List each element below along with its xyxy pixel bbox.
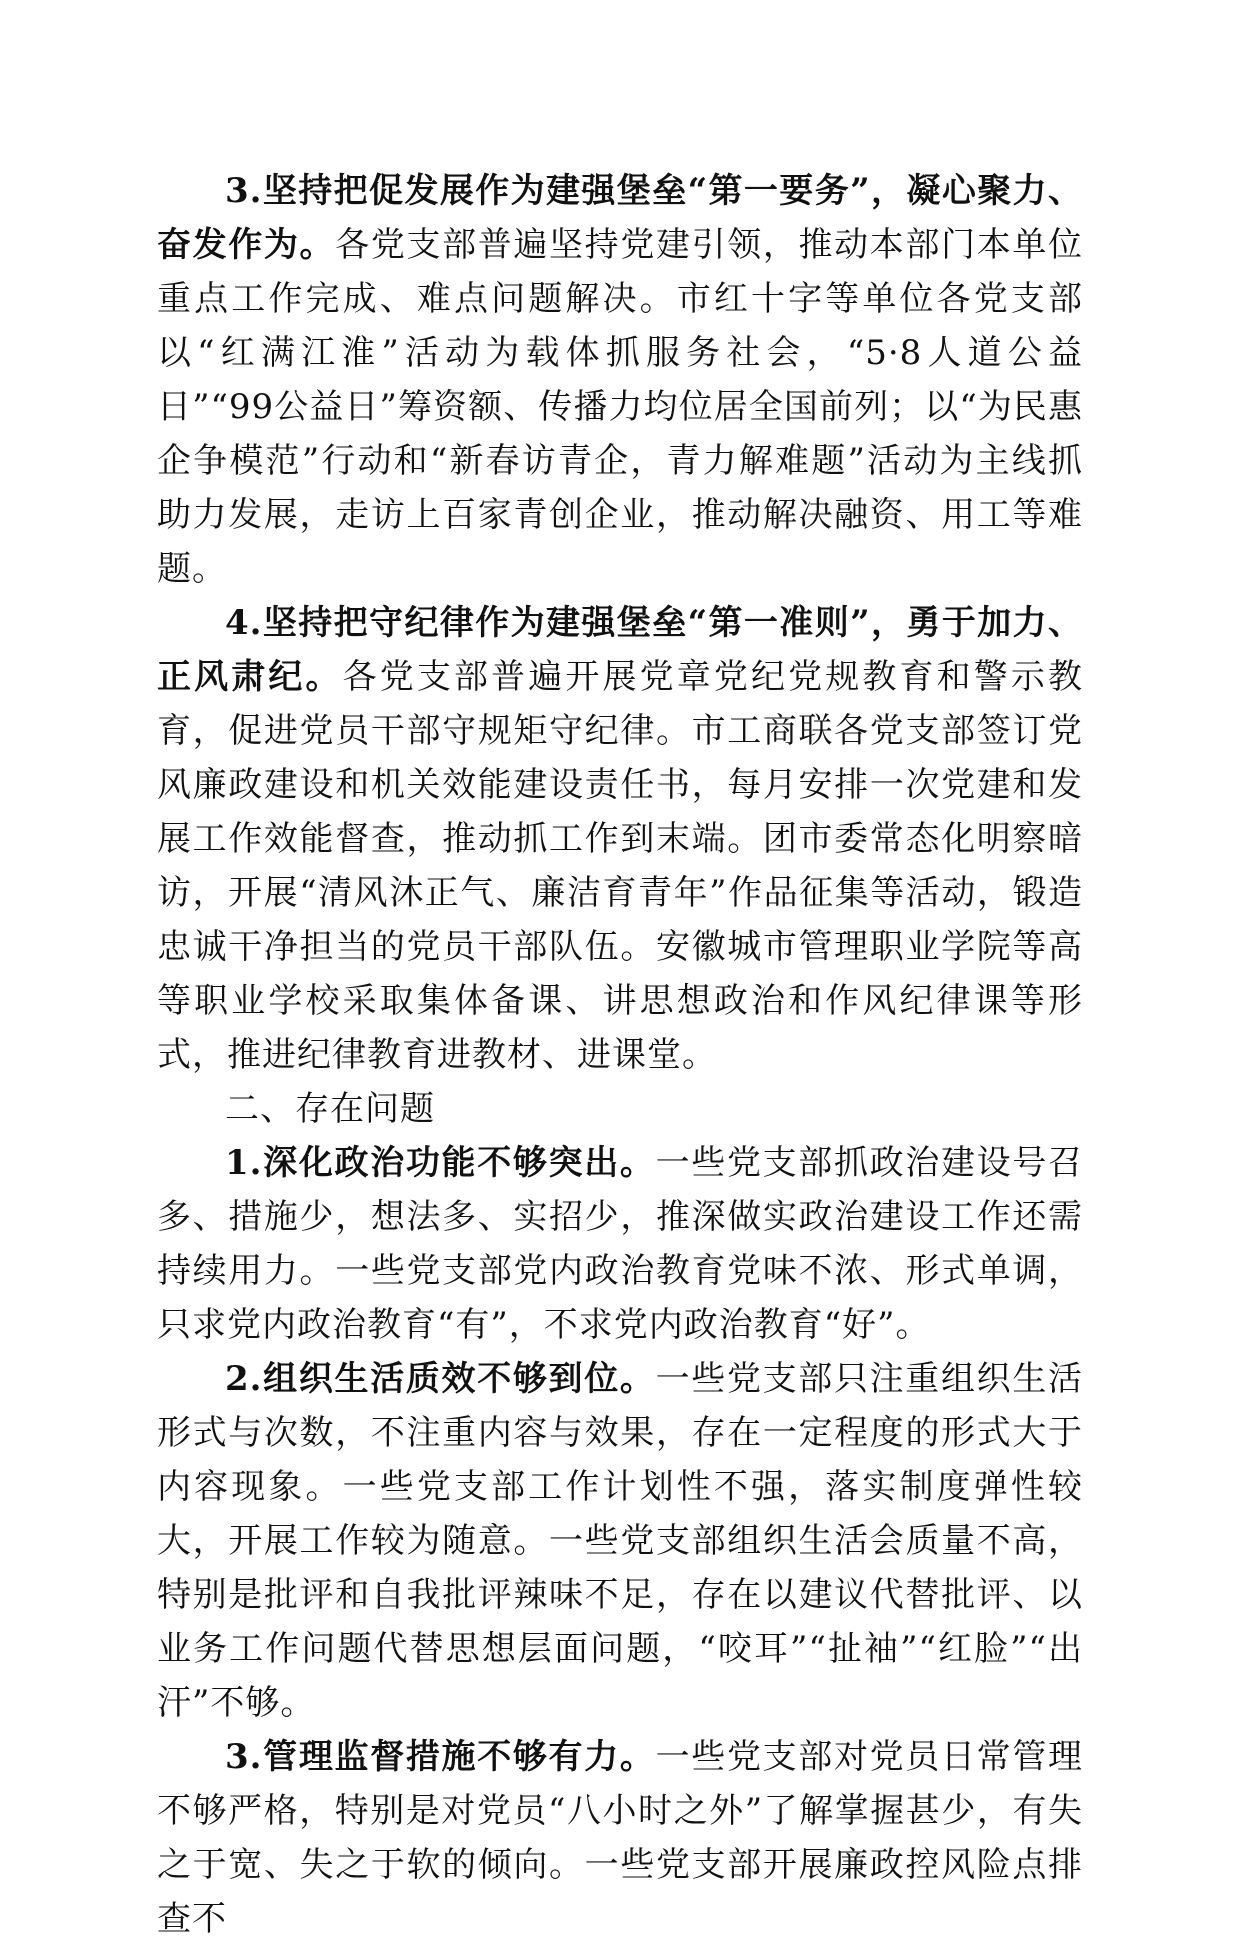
paragraph-lead: 1.深化政治功能不够突出。 xyxy=(225,1143,656,1183)
paragraph-lead: 3.坚持把促发展作为建强堡垒“第一要务”，凝心聚力、奋发作为。 xyxy=(157,171,1083,265)
document-page xyxy=(157,164,1083,1946)
paragraph-problem-organizational-life xyxy=(157,1352,1083,1730)
paragraph-discipline xyxy=(157,596,1083,1082)
paragraph-promote-development xyxy=(157,164,1083,596)
paragraph-lead: 3.管理监督措施不够有力。 xyxy=(225,1737,656,1777)
paragraph-lead: 2.组织生活质效不够到位。 xyxy=(225,1359,656,1399)
paragraph-body: 一些党支部抓政治建设号召多、措施少，想法多、实招少，推深做实政治建设工作还需持续用力。一些党支部党内政治教育党味不浓、形式单调，只求党内政治教育“有”，不求党内政治教育“好”。 xyxy=(157,1143,1084,1345)
paragraph-body: 一些党支部对党员日常管理不够严格，特别是对党员“八小时之外”了解掌握甚少，有失之于宽、失之于软的倾向。一些党支部开展廉政控风险点排查不 xyxy=(157,1737,1084,1939)
paragraph-body: 各党支部普遍坚持党建引领，推动本部门本单位重点工作完成、难点问题解决。市红十字等单位各党支部以“红满江淮”活动为载体抓服务社会，“5·8人道公益日”“99公益日”筹资额、传播力均位居全国前列；以“为民惠企争模范”行动和“新春访青企，青力解难题”活动为主线抓助力发展，走访上百家青创企业，推动解决融资、用工等难题。 xyxy=(157,225,1084,589)
paragraph-body: 一些党支部只注重组织生活形式与次数，不注重内容与效果，存在一定程度的形式大于内容现象。一些党支部工作计划性不强，落实制度弹性较大，开展工作较为随意。一些党支部组织生活会质量不高，特别是批评和自我批评辣味不足，存在以建议代替批评、以业务工作问题代替思想层面问题，“咬耳”“扯袖”“红脸”“出汗”不够。 xyxy=(157,1359,1084,1723)
paragraph-lead: 4.坚持把守纪律作为建强堡垒“第一准则”，勇于加力、正风肃纪。 xyxy=(157,603,1083,697)
section-heading: 二、存在问题 xyxy=(225,1089,435,1129)
paragraph-problem-supervision xyxy=(157,1730,1083,1946)
paragraph-body: 各党支部普遍开展党章党纪党规教育和警示教育，促进党员干部守规矩守纪律。市工商联各党支部签订党风廉政建设和机关效能建设责任书，每月安排一次党建和发展工作效能督查，推动抓工作到末端。团市委常态化明察暗访，开展“清风沐正气、廉洁育青年”作品征集等活动，锻造忠诚干净担当的党员干部队伍。安徽城市管理职业学院等高等职业学校采取集体备课、讲思想政治和作风纪律课等形式，推进纪律教育进教材、进课堂。 xyxy=(157,657,1083,1075)
paragraph-problem-political-function xyxy=(157,1136,1083,1352)
